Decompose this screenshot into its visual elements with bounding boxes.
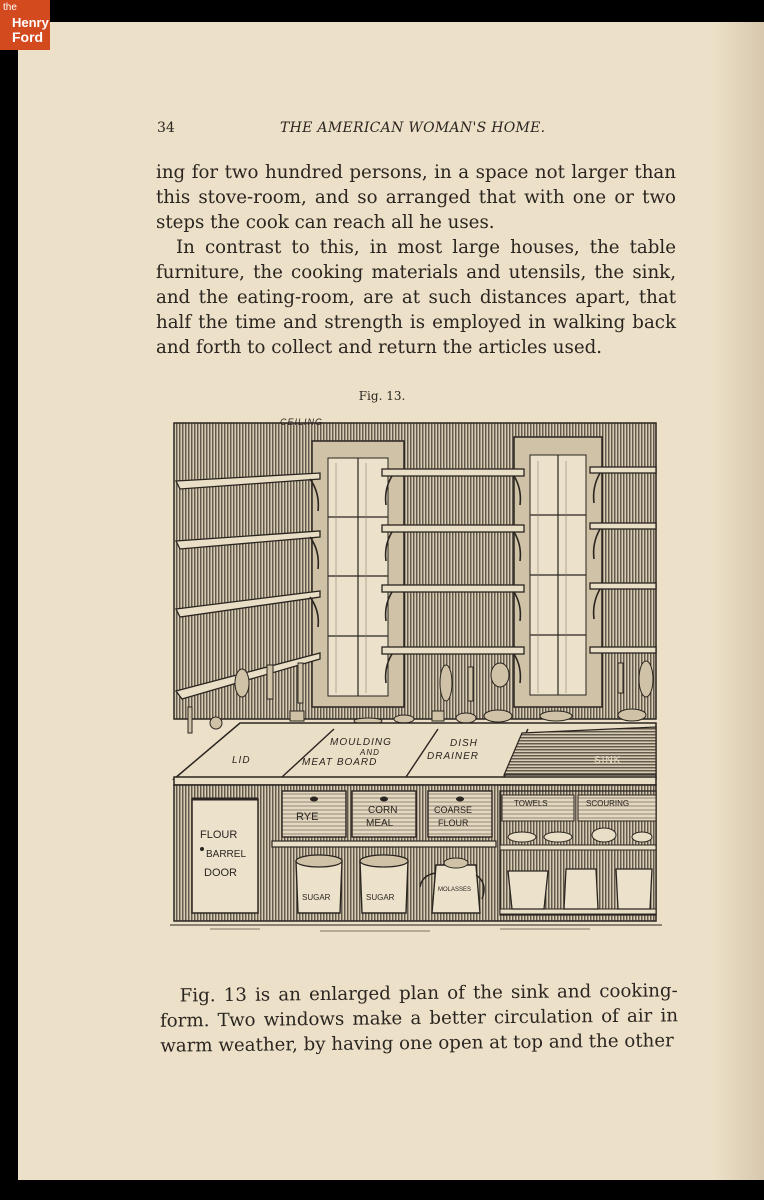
label-ceiling: CEILING: [280, 417, 324, 427]
label-lid: LID: [232, 755, 251, 766]
label-flour-bin: FLOUR: [438, 818, 469, 828]
label-meal: MEAL: [366, 818, 394, 829]
paragraph-1: ing for two hundred persons, in a space not larger than this stove-room, and so arranged that with one or two steps the cook can reach all he uses.: [156, 162, 676, 233]
page-header: [157, 120, 676, 140]
label-and: AND: [360, 748, 380, 757]
label-moulding: MOULDING: [330, 737, 392, 748]
label-coarse: COARSE: [434, 805, 473, 815]
label-barrel: BARREL: [206, 849, 247, 860]
page-number: 34: [157, 120, 175, 136]
logo-line-2: Henry: [12, 15, 49, 30]
label-corn: CORN: [368, 805, 398, 816]
label-door: DOOR: [204, 867, 237, 879]
label-scouring: SCOURING: [586, 799, 630, 808]
label-sugar-2: SUGAR: [366, 893, 395, 902]
label-meat-board: MEAT BOARD: [302, 757, 378, 768]
page-edge-shadow: [714, 22, 764, 1180]
figure-caption: Fig. 13.: [358, 389, 406, 403]
paragraph-3: Fig. 13 is an enlarged plan of the sink and cooking-form. Two windows make a better circulation of air in warm weather, by having one open at top and the other: [159, 980, 679, 1057]
logo-line-3: Ford: [12, 29, 44, 45]
logo-line-1: the: [3, 2, 17, 13]
running-head: THE AMERICAN WOMAN'S HOME.: [280, 120, 546, 136]
paragraph-2: In contrast to this, in most large houses, the table furniture, the cooking materials and utensils, the sink, and the eating-room, are at such distances apart, that half the time and strength is employed in walking back and forth to collect and return the articles used.: [156, 237, 676, 358]
label-towels: TOWELS: [514, 799, 548, 808]
label-drainer: DRAINER: [427, 751, 480, 762]
label-flour: FLOUR: [200, 829, 238, 841]
label-dish: DISH: [450, 738, 478, 749]
label-sink: SINK: [594, 755, 622, 766]
henry-ford-logo: [0, 0, 50, 50]
label-sugar-1: SUGAR: [302, 893, 331, 902]
kitchen-illustration: [170, 413, 662, 938]
label-molasses: MOLASSES: [438, 887, 472, 893]
label-rye: RYE: [296, 811, 319, 823]
